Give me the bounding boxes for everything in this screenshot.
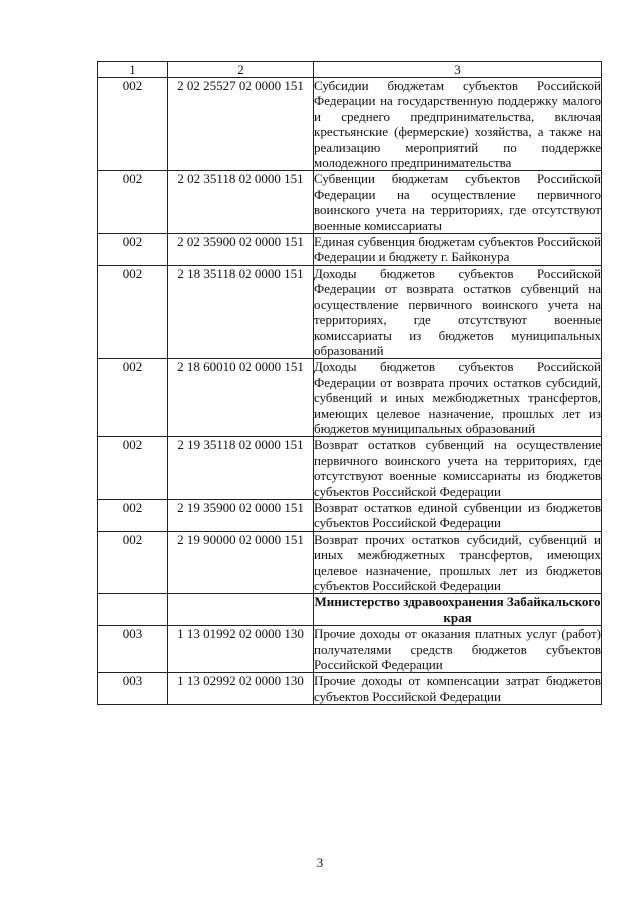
admin-code-cell: 002 [98,437,168,500]
table-row [98,359,602,437]
revenue-name-cell: Единая субвенция бюджетам субъектов Российской Федерации и бюджету г. Байконура [314,234,601,265]
table-row [98,673,602,705]
revenue-name-cell: Субвенции бюджетам субъектов Российской Федерации на осуществление первичного воинского учета на территориях, где отсутствуют военные комиссариаты [314,171,601,233]
table-row [98,78,602,171]
admin-code-cell: 002 [98,234,168,266]
admin-code-cell: 003 [98,626,168,673]
revenue-code-cell: 2 18 60010 02 0000 151 [168,359,314,437]
admin-code-cell: 003 [98,673,168,705]
revenue-code-cell: 1 13 02992 02 0000 130 [168,673,314,705]
admin-code-cell: 002 [98,499,168,531]
table-row [98,499,602,531]
revenue-code-cell: 2 18 35118 02 0000 151 [168,265,314,358]
empty-cell [168,594,314,626]
column-header: 1 [98,62,168,78]
table-row [98,234,602,266]
admin-code-cell: 002 [98,359,168,437]
revenue-name-cell: Доходы бюджетов субъектов Российской Федерации от возврата остатков субвенций на осуществление первичного воинского учета на территориях, где отсутствуют военные комиссариаты из бюджетов муниципальных образований [314,265,601,358]
revenue-name-cell: Доходы бюджетов субъектов Российской Федерации от возврата прочих остатков субсидий, субвенций и иных межбюджетных трансфертов, имеющих целевое назначение, прошлых лет из бюджетов муниципальных образований [314,359,601,436]
column-header: 2 [168,62,314,78]
revenue-name-cell: Возврат прочих остатков субсидий, субвенций и иных межбюджетных трансфертов, имеющих целевое назначение, прошлых лет из бюджетов субъектов Российской Федерации [314,531,601,593]
table-row [98,437,602,500]
admin-code-cell: 002 [98,265,168,358]
column-header: 3 [314,62,602,78]
revenue-name-cell: Возврат остатков единой субвенции из бюджетов субъектов Российской Федерации [314,499,601,531]
revenue-code-cell: 2 02 35118 02 0000 151 [168,171,314,234]
section-heading: Министерство здравоохранения Забайкальского края [314,594,601,625]
admin-code-cell: 002 [98,171,168,234]
table-header-row [98,62,602,78]
revenue-name-cell: Возврат остатков субвенций на осуществление первичного воинского учета на территориях, где отсутствуют военные комиссариаты из бюджетов субъектов Российской Федерации [314,437,601,499]
revenue-code-cell: 2 19 90000 02 0000 151 [168,531,314,594]
revenue-codes-table [97,61,602,705]
empty-cell [98,594,168,626]
revenue-code-cell: 2 19 35900 02 0000 151 [168,499,314,531]
table-row [98,171,602,234]
table-row [98,265,602,358]
revenue-code-cell: 2 02 35900 02 0000 151 [168,234,314,266]
revenue-name-cell: Прочие доходы от компенсации затрат бюджетов субъектов Российской Федерации [314,673,601,704]
page-number: 3 [316,855,324,870]
revenue-code-cell: 1 13 01992 02 0000 130 [168,626,314,673]
revenue-name-cell: Субсидии бюджетам субъектов Российской Федерации на государственную поддержку малого и среднего предпринимательства, включая крестьянские (фермерские) хозяйства, а также на реализацию мероприятий по поддержке молодежного предпринимательства [314,78,601,171]
admin-code-cell: 002 [98,78,168,171]
table-row [98,626,602,673]
revenue-name-cell: Прочие доходы от оказания платных услуг (работ) получателями средств бюджетов субъектов Российской Федерации [314,626,601,673]
section-heading-row [98,594,602,626]
admin-code-cell: 002 [98,531,168,594]
table-row [98,531,602,594]
revenue-code-cell: 2 02 25527 02 0000 151 [168,78,314,171]
revenue-code-cell: 2 19 35118 02 0000 151 [168,437,314,500]
